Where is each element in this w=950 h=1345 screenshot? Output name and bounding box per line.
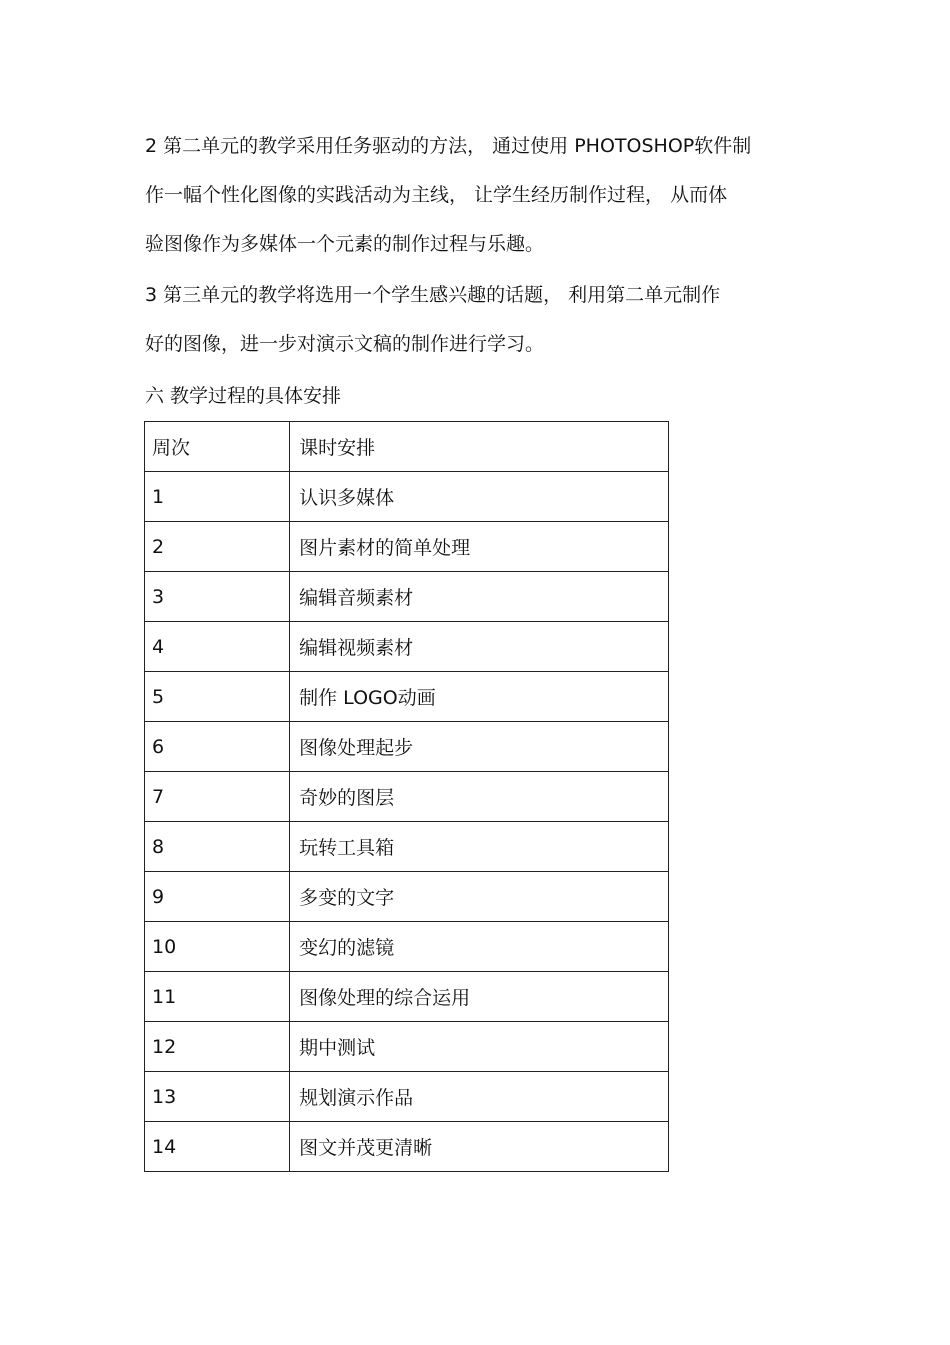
week-cell: 2 xyxy=(145,522,290,572)
plan-cell: 编辑音频素材 xyxy=(290,572,669,622)
plan-cell: 图文并茂更清晰 xyxy=(290,1122,669,1172)
plan-cell: 编辑视频素材 xyxy=(290,622,669,672)
schedule-table xyxy=(144,421,669,1172)
plan-cell: 图像处理的综合运用 xyxy=(290,972,669,1022)
paragraph-line: 验图像作为多媒体一个元素的制作过程与乐趣。 xyxy=(145,233,545,255)
header-week: 周次 xyxy=(145,422,290,472)
table-row xyxy=(145,772,669,822)
week-cell: 1 xyxy=(145,472,290,522)
table-row xyxy=(145,972,669,1022)
week-cell: 8 xyxy=(145,822,290,872)
week-cell: 5 xyxy=(145,672,290,722)
week-cell: 7 xyxy=(145,772,290,822)
table-row xyxy=(145,822,669,872)
paragraph-line: 3 第三单元的教学将选用一个学生感兴趣的话题， 利用第二单元制作 xyxy=(145,284,721,306)
table-row xyxy=(145,672,669,722)
week-cell: 4 xyxy=(145,622,290,672)
table-row xyxy=(145,522,669,572)
paragraph-line: 好的图像，进一步对演示文稿的制作进行学习。 xyxy=(145,333,545,355)
week-cell: 10 xyxy=(145,922,290,972)
plan-cell: 多变的文字 xyxy=(290,872,669,922)
table-row xyxy=(145,722,669,772)
paragraph-line: 2 第二单元的教学采用任务驱动的方法， 通过使用 PHOTOSHOP软件制 xyxy=(145,135,752,157)
week-cell: 11 xyxy=(145,972,290,1022)
table-row xyxy=(145,1122,669,1172)
plan-cell: 制作 LOGO动画 xyxy=(290,672,669,722)
plan-cell: 变幻的滤镜 xyxy=(290,922,669,972)
week-cell: 14 xyxy=(145,1122,290,1172)
week-cell: 6 xyxy=(145,722,290,772)
plan-cell: 认识多媒体 xyxy=(290,472,669,522)
header-plan: 课时安排 xyxy=(290,422,669,472)
section-heading: 六 教学过程的具体安排 xyxy=(145,385,342,407)
week-cell: 9 xyxy=(145,872,290,922)
week-cell: 13 xyxy=(145,1072,290,1122)
plan-cell: 规划演示作品 xyxy=(290,1072,669,1122)
plan-cell: 奇妙的图层 xyxy=(290,772,669,822)
plan-cell: 图片素材的简单处理 xyxy=(290,522,669,572)
table-row xyxy=(145,922,669,972)
table-row xyxy=(145,1022,669,1072)
plan-cell: 玩转工具箱 xyxy=(290,822,669,872)
table-header-row xyxy=(145,422,669,472)
table-row xyxy=(145,572,669,622)
table-row xyxy=(145,472,669,522)
plan-cell: 期中测试 xyxy=(290,1022,669,1072)
table-row xyxy=(145,1072,669,1122)
plan-cell: 图像处理起步 xyxy=(290,722,669,772)
paragraph-unit2 xyxy=(145,122,810,269)
week-cell: 3 xyxy=(145,572,290,622)
table-row xyxy=(145,872,669,922)
paragraph-line: 作一幅个性化图像的实践活动为主线， 让学生经历制作过程， 从而体 xyxy=(145,184,728,206)
week-cell: 12 xyxy=(145,1022,290,1072)
paragraph-unit3 xyxy=(145,271,810,369)
table-row xyxy=(145,622,669,672)
